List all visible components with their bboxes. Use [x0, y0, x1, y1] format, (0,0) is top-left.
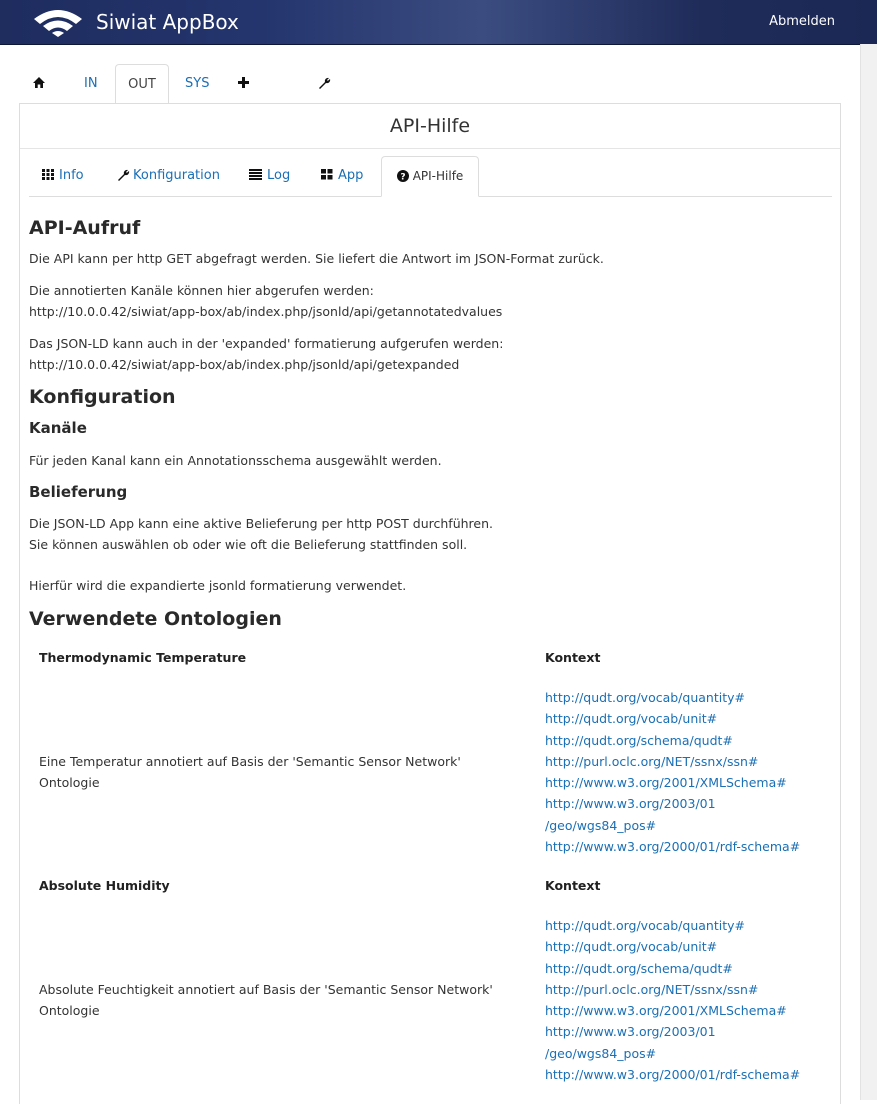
subtab-api-hilfe-label: API-Hilfe [412, 169, 464, 183]
annotated-label: Die annotierten Kanäle können hier abgerufen werden: [29, 283, 374, 298]
wrench-icon [117, 168, 130, 181]
context-link[interactable]: http://qudt.org/vocab/unit# [545, 711, 718, 727]
subtab-info-label: Info [59, 168, 84, 183]
context-link[interactable]: http://qudt.org/schema/qudt# [545, 732, 733, 748]
sub-tabs [29, 156, 832, 197]
context-link[interactable]: http://qudt.org/vocab/quantity# [545, 918, 745, 933]
home-icon [32, 76, 46, 89]
brand[interactable] [30, 6, 239, 38]
context-link[interactable]: http://purl.oclc.org/NET/ssnx/ssn# [545, 753, 759, 769]
channels-heading: Kanäle [29, 419, 87, 437]
ontology-description-cont: Ontologie [39, 1003, 100, 1018]
tab-einstellungen[interactable] [318, 64, 406, 103]
ontologies-heading: Verwendete Ontologien [29, 608, 282, 630]
ontology-description: Eine Temperatur annotiert auf Basis der 'Semantic Sensor Network' [39, 754, 461, 769]
delivery-heading: Belieferung [29, 483, 128, 501]
delivery-line-3: Hierfür wird die expandierte jsonld formatierung verwendet. [29, 578, 407, 593]
context-link[interactable]: http://www.w3.org/2000/01/rdf-schema# [545, 1067, 801, 1083]
wrench-icon [318, 76, 331, 89]
panel-title: API-Hilfe [20, 104, 840, 149]
wifi-logo-icon [30, 7, 86, 37]
top-navbar [0, 0, 877, 45]
context-links [545, 915, 800, 1085]
expanded-url-link[interactable]: http://10.0.0.42/siwiat/app-box/ab/index.php/jsonld/api/getexpanded [29, 357, 460, 372]
subtab-info[interactable] [42, 156, 84, 195]
subtab-log[interactable] [249, 156, 290, 195]
delivery-line-2: Sie können auswählen ob oder wie oft die Belieferung stattfinden soll. [29, 537, 468, 552]
ontology-name: Absolute Humidity [39, 878, 170, 893]
tab-out[interactable]: OUT [115, 64, 169, 105]
ontology-name: Thermodynamic Temperature [39, 650, 247, 665]
context-link[interactable]: http://www.w3.org/2003/01 [545, 796, 716, 812]
annotated-url-link[interactable]: http://10.0.0.42/siwiat/app-box/ab/index.php/jsonld/api/getannotatedvalues [29, 304, 503, 319]
context-link[interactable]: http://qudt.org/vocab/unit# [545, 939, 718, 955]
context-link[interactable]: /geo/wgs84_pos# [545, 817, 657, 833]
subtab-konfiguration-label: Konfiguration [133, 168, 220, 183]
context-link[interactable]: /geo/wgs84_pos# [545, 1045, 657, 1061]
api-intro: Die API kann per http GET abgefragt werden. Sie liefert die Antwort im JSON-Format zurück. [29, 251, 604, 266]
svg-text:?: ? [400, 171, 406, 182]
context-link[interactable]: http://qudt.org/schema/qudt# [545, 960, 733, 976]
logout-link[interactable]: Abmelden [769, 14, 835, 29]
app-title: Siwiat AppBox [96, 10, 239, 34]
grid-icon [42, 169, 54, 180]
ontology-description-cont: Ontologie [39, 775, 100, 790]
subtab-log-label: Log [267, 168, 291, 183]
context-links [545, 687, 800, 857]
ontology-description: Absolute Feuchtigkeit annotiert auf Basis der 'Semantic Sensor Network' [39, 982, 493, 997]
subtab-app[interactable] [321, 156, 363, 195]
subtab-api-hilfe[interactable] [381, 156, 479, 197]
tab-apps[interactable] [238, 64, 270, 103]
scrollbar-track[interactable] [860, 44, 877, 1100]
context-link[interactable]: http://www.w3.org/2000/01/rdf-schema# [545, 839, 801, 855]
context-header: Kontext [545, 878, 601, 893]
tab-sys[interactable]: SYS [185, 76, 210, 91]
config-heading: Konfiguration [29, 386, 176, 408]
api-help-panel [19, 103, 841, 1104]
channels-text: Für jeden Kanal kann ein Annotationsschema ausgewählt werden. [29, 453, 442, 468]
subtab-konfiguration[interactable] [117, 156, 220, 195]
context-link[interactable]: http://www.w3.org/2001/XMLSchema# [545, 1003, 787, 1019]
apps-icon [321, 169, 333, 180]
delivery-line-1: Die JSON-LD App kann eine aktive Belieferung per http POST durchführen. [29, 516, 494, 531]
tab-in[interactable]: IN [84, 76, 98, 91]
api-heading: API-Aufruf [29, 217, 141, 239]
context-header: Kontext [545, 650, 601, 665]
question-circle-icon [397, 170, 409, 182]
context-link[interactable]: http://www.w3.org/2001/XMLSchema# [545, 775, 787, 791]
expanded-label: Das JSON-LD kann auch in der 'expanded' formatierung aufgerufen werden: [29, 336, 504, 351]
subtab-app-label: App [338, 168, 364, 183]
context-link[interactable]: http://www.w3.org/2003/01 [545, 1024, 716, 1040]
tab-home[interactable] [32, 64, 48, 103]
list-icon [249, 169, 262, 180]
context-link[interactable]: http://qudt.org/vocab/quantity# [545, 690, 745, 705]
plus-icon [238, 77, 249, 88]
context-link[interactable]: http://purl.oclc.org/NET/ssnx/ssn# [545, 981, 759, 997]
